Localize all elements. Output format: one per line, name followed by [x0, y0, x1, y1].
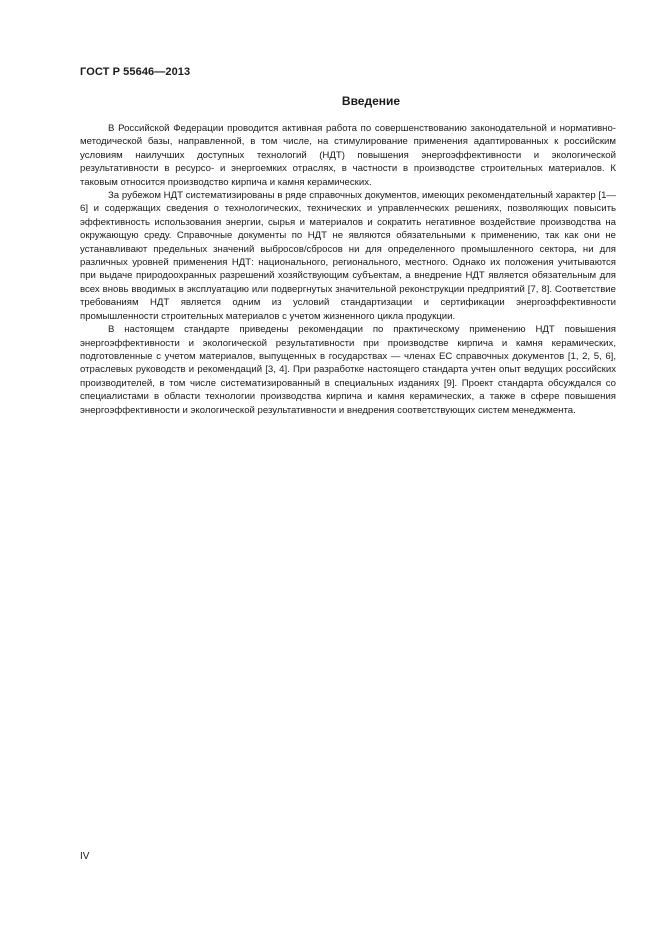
paragraph-2: За рубежом НДТ систематизированы в ряде справочных документов, имеющих рекомендательный характер [1—6] и содержащих сведения о технологических, технических и управленческих решениях, позволяющих повысить эффективность использования энергии, сырья и материалов и сократить негативное воздействие производства на окружающую среду. Справочные документы по НДТ не являются обязательными к применению, так как они не устанавливают предельных значений выбросов/сбросов ни для определенного промышленного сектора, ни для различных уровней применения НДТ: национального, регионального, местного. Однако их положения учитываются при выдаче природоохранных разрешений хозяйствующим субъектам, а внедрение НДТ является обязательным для всех вновь вводимых в эксплуатацию или подвергнутых значительной реконструкции предприятий [7, 8]. Соответствие требованиям НДТ является одним из условий стандартизации и сертификации энергоэффективности промышленности строительных материалов с учетом жизненного цикла продукции.	[80, 190, 616, 322]
standard-code-header: ГОСТ Р 55646—2013	[80, 66, 191, 78]
body-text	[80, 122, 616, 417]
paragraph-1: В Российской Федерации проводится активная работа по совершенствованию законодательной и нормативно-методической базы, направленной, в том числе, на стимулирование применения адаптированных к российским условиям наилучших доступных технологий (НДТ) повышения энергоэффективности и экологической результативности в ресурсо- и энергоемких отраслях, в частности в производстве строительных материалов. К таковым относится производство кирпича и камня керамических.	[80, 123, 616, 188]
section-title: Введение	[341, 94, 401, 108]
page-number: IV	[80, 851, 90, 862]
paragraph-3: В настоящем стандарте приведены рекомендации по практическому применению НДТ повышения энергоэффективности и экологической результативности при производстве кирпича и камня керамических, подготовленные с учетом материалов, выпущенных в государствах — членах ЕС справочных документов [1, 2, 5, 6], отраслевых руководств и рекомендаций [3, 4]. При разработке настоящего стандарта учтен опыт ведущих российских производителей, в том числе систематизированный в специальных изданиях [9]. Проект стандарта обсуждался со специалистами в области технологии производства кирпича и камня керамических, а также в сфере повышения энергоэффективности и экологической результативности и внедрения соответствующих систем менеджмента.	[80, 324, 616, 416]
